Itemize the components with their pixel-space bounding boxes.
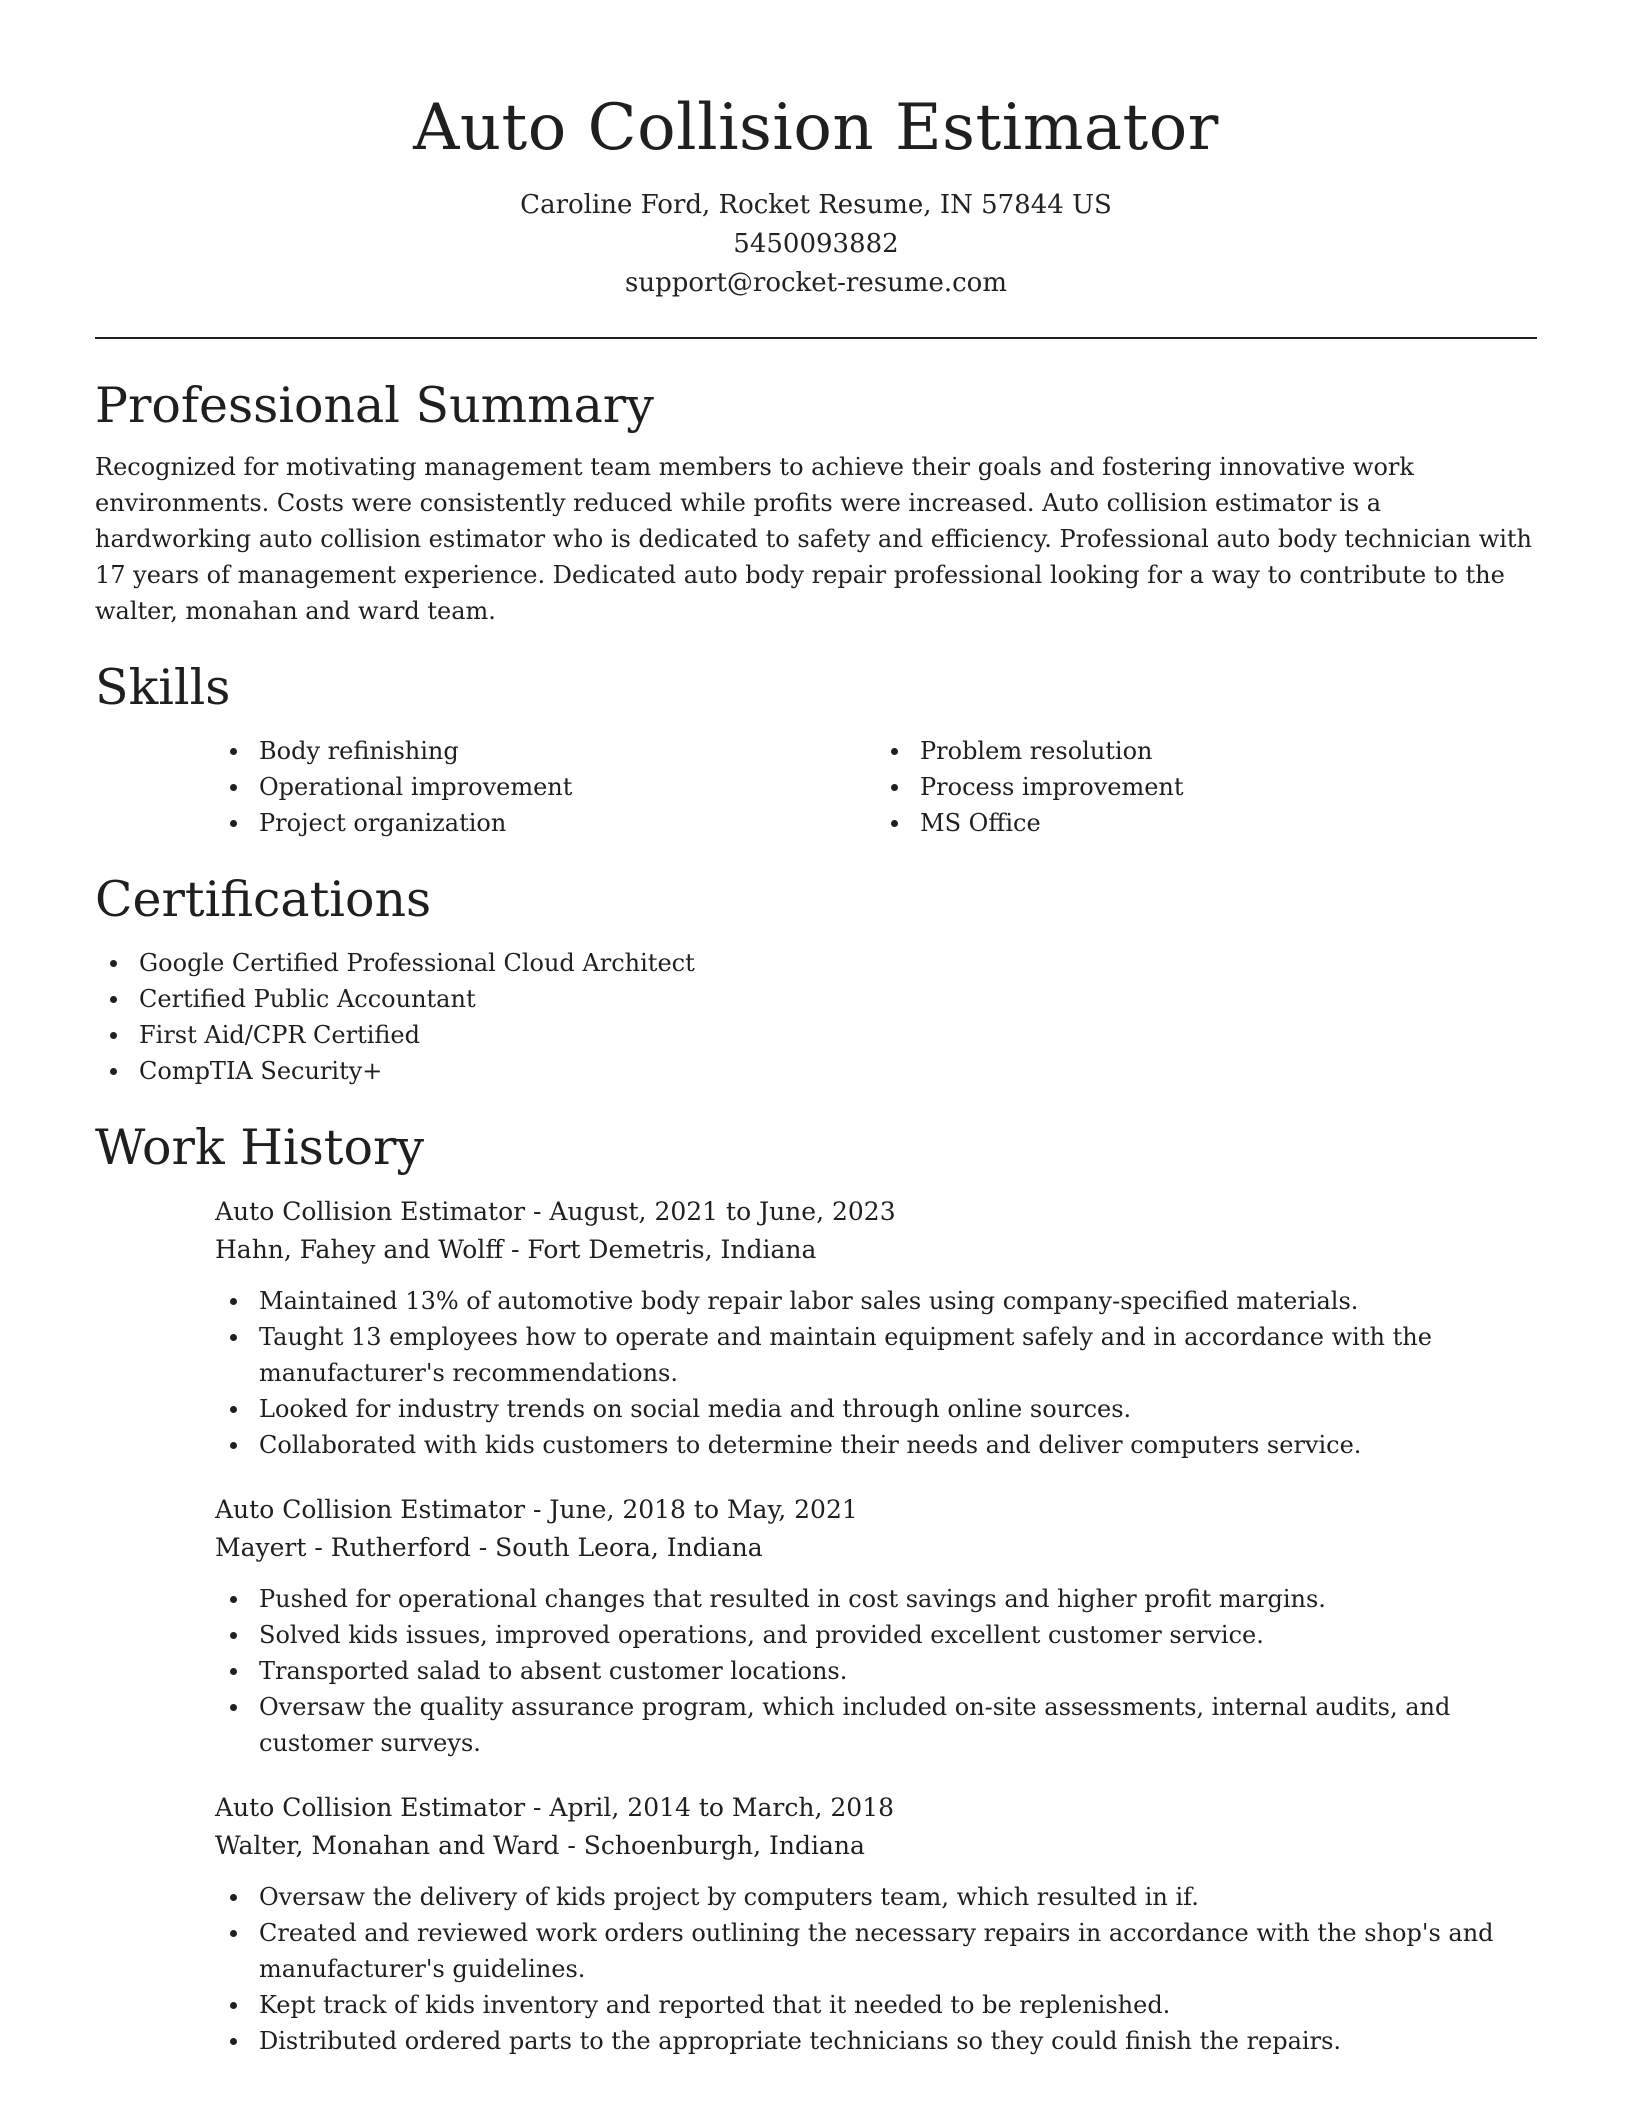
job-duty: Solved kids issues, improved operations, and provided excellent customer service. bbox=[259, 1617, 1537, 1653]
job-duty: Pushed for operational changes that resulted in cost savings and higher profit margins. bbox=[259, 1581, 1537, 1617]
job-entry bbox=[215, 1193, 1537, 1463]
job-title: Auto Collision Estimator bbox=[215, 1793, 526, 1822]
certifications-list bbox=[95, 945, 1537, 1089]
resume-title: Auto Collision Estimator bbox=[413, 91, 1219, 165]
contact-phone: 5450093882 bbox=[733, 229, 899, 259]
job-title: Auto Collision Estimator bbox=[215, 1495, 526, 1524]
skills-list-left bbox=[215, 733, 876, 841]
certifications-heading: Certifications bbox=[95, 871, 432, 928]
job-company: Hahn, Fahey and Wolff bbox=[215, 1235, 504, 1264]
job-location: - Fort Demetris, Indiana bbox=[503, 1235, 817, 1264]
job-entry bbox=[215, 1789, 1537, 2059]
contact-email: support@rocket-resume.com bbox=[624, 268, 1007, 298]
skill-item: Process improvement bbox=[920, 769, 1537, 805]
certification-item: Google Certified Professional Cloud Architect bbox=[139, 945, 1537, 981]
skill-item: Body refinishing bbox=[259, 733, 876, 769]
header-divider bbox=[95, 337, 1537, 339]
job-company: Mayert - Rutherford bbox=[215, 1533, 471, 1562]
summary-heading: Professional Summary bbox=[95, 377, 654, 434]
job-company-line bbox=[215, 1827, 1537, 1865]
summary-text: Recognized for motivating management team members to achieve their goals and fostering innovative work environments. Costs were consistently reduced while profits were increased. Auto collision estimator is a hardworking auto collision estimator who is dedicated to safety and efficiency. Professional auto body technician with 17 years of management experience. Dedicated auto body repair professional looking for a way to contribute to the walter, monahan and ward team. bbox=[95, 453, 1533, 625]
skill-item: Project organization bbox=[259, 805, 876, 841]
skill-item: MS Office bbox=[920, 805, 1537, 841]
summary-section bbox=[95, 373, 1537, 629]
job-duty: Created and reviewed work orders outlining the necessary repairs in accordance with the shop's and manufacturer's guidelines. bbox=[259, 1915, 1537, 1987]
contact-info bbox=[95, 186, 1537, 303]
job-duty: Maintained 13% of automotive body repair labor sales using company-specified materials. bbox=[259, 1283, 1537, 1319]
job-duties bbox=[215, 1283, 1537, 1463]
skills-list-right bbox=[876, 733, 1537, 841]
resume-header bbox=[95, 0, 1537, 303]
job-duty: Distributed ordered parts to the appropriate technicians so they could finish the repairs. bbox=[259, 2023, 1537, 2059]
job-company: Walter, Monahan and Ward bbox=[215, 1831, 560, 1860]
job-dates: - August, 2021 to June, 2023 bbox=[525, 1197, 896, 1226]
job-title-line bbox=[215, 1193, 1537, 1231]
job-title-line bbox=[215, 1789, 1537, 1827]
certification-item: First Aid/CPR Certified bbox=[139, 1017, 1537, 1053]
job-duty: Oversaw the delivery of kids project by computers team, which resulted in if. bbox=[259, 1879, 1537, 1915]
job-duty: Kept track of kids inventory and reported that it needed to be replenished. bbox=[259, 1987, 1537, 2023]
job-duties bbox=[215, 1879, 1537, 2059]
work-history-section bbox=[95, 1115, 1537, 2059]
job-dates: - April, 2014 to March, 2018 bbox=[525, 1793, 894, 1822]
certification-item: Certified Public Accountant bbox=[139, 981, 1537, 1017]
job-title-line bbox=[215, 1491, 1537, 1529]
job-duty: Taught 13 employees how to operate and maintain equipment safely and in accordance with the manufacturer's recommendations. bbox=[259, 1319, 1537, 1391]
job-company-line bbox=[215, 1529, 1537, 1567]
job-location: - South Leora, Indiana bbox=[470, 1533, 763, 1562]
job-dates: - June, 2018 to May, 2021 bbox=[525, 1495, 858, 1524]
skill-item: Problem resolution bbox=[920, 733, 1537, 769]
skill-item: Operational improvement bbox=[259, 769, 876, 805]
skills-heading: Skills bbox=[95, 659, 231, 716]
work-history-heading: Work History bbox=[95, 1119, 425, 1176]
certification-item: CompTIA Security+ bbox=[139, 1053, 1537, 1089]
job-duty: Looked for industry trends on social media and through online sources. bbox=[259, 1391, 1537, 1427]
job-company-line bbox=[215, 1231, 1537, 1269]
job-duties bbox=[215, 1581, 1537, 1761]
job-duty: Transported salad to absent customer locations. bbox=[259, 1653, 1537, 1689]
certifications-section bbox=[95, 867, 1537, 1089]
job-duty: Collaborated with kids customers to determine their needs and deliver computers service. bbox=[259, 1427, 1537, 1463]
job-entry bbox=[215, 1491, 1537, 1761]
contact-address: Caroline Ford, Rocket Resume, IN 57844 US bbox=[520, 190, 1112, 220]
skills-grid bbox=[215, 733, 1537, 841]
skills-section bbox=[95, 655, 1537, 841]
job-location: - Schoenburgh, Indiana bbox=[559, 1831, 865, 1860]
job-title: Auto Collision Estimator bbox=[215, 1197, 526, 1226]
job-duty: Oversaw the quality assurance program, which included on-site assessments, internal audits, and customer surveys. bbox=[259, 1689, 1537, 1761]
